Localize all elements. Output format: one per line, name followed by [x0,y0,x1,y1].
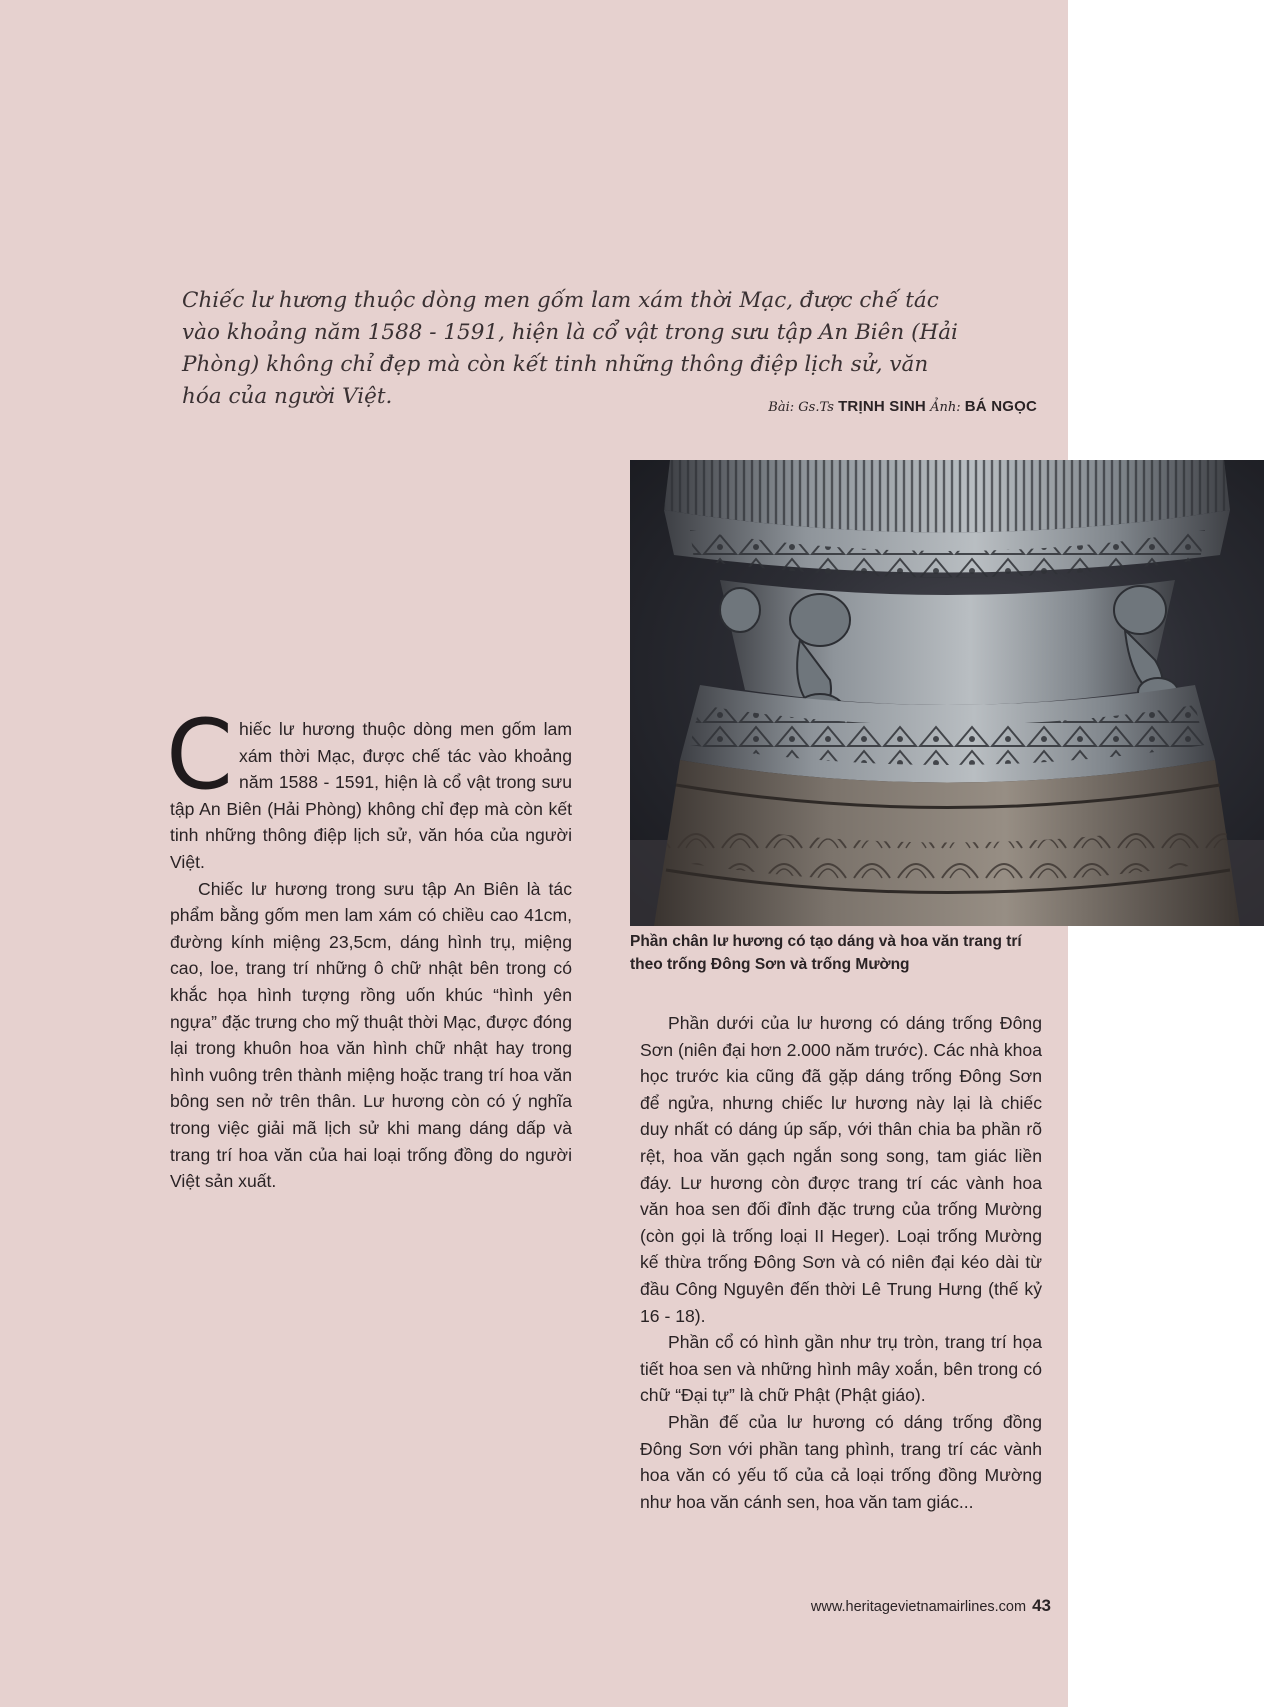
body-paragraph: Chiếc lư hương trong sưu tập An Biên là tác phẩm bằng gốm men lam xám có chiều cao 41cm, đường kính miệng 23,5cm, dáng hình trụ, miệng cao, loe, trang trí những ô chữ nhật bên trong có khắc họa hình tượng rồng uốn khúc “hình yên ngựa” đặc trưng cho mỹ thuật thời Mạc, được đóng lại trong khuôn hoa văn hình chữ nhật hay trong hình vuông trên thành miệng hoặc trang trí hoa văn bông sen nở trên thân. Lư hương còn có ý nghĩa trong việc giải mã lịch sử khi mang dáng dấp và trang trí hoa văn của hai loại trống đồng do người Việt sản xuất. [170,878,572,1192]
body-paragraph-text: hiếc lư hương thuộc dòng men gốm lam xám thời Mạc, được chế tác vào khoảng năm 1588 - 1591, hiện là cổ vật trong sưu tập An Biên (Hải Phòng) không chỉ đẹp mà còn kết tinh những thông điệp lịch sử, văn hóa của người Việt. [170,719,572,872]
body-column-right [640,1010,1042,1515]
body-paragraph [166,699,572,876]
photo-label: Ảnh: [930,400,961,415]
byline [768,398,1037,415]
author-label: Bài: [768,400,795,415]
page-footer [811,1596,1051,1616]
drop-cap: C [166,699,234,811]
incense-burner-illustration [630,460,1264,926]
photo-caption: Phần chân lư hương có tạo dáng và hoa văn trang trí theo trống Đông Sơn và trống Mường [630,933,1022,973]
incense-burner-photo [630,460,1264,926]
author-name: TRỊNH SINH [838,398,926,415]
lead-paragraph: Chiếc lư hương thuộc dòng men gốm lam xám thời Mạc, được chế tác vào khoảng năm 1588 - 1591, hiện là cổ vật trong sưu tập An Biên (Hải Phòng) không chỉ đẹp mà còn kết tinh những thông điệp lịch sử, văn hóa của người Việt. [182,288,958,409]
body-paragraph: Phần dưới của lư hương có dáng trống Đông Sơn (niên đại hơn 2.000 năm trước). Các nhà khoa học trước kia cũng đã gặp dáng trống Đông Sơn để ngửa, nhưng chiếc lư hương này lại là chiếc duy nhất có dáng úp sấp, với thân chia ba phần rõ rệt, hoa văn gạch ngắn song song, tam giác liền đáy. Lư hương còn được trang trí các vành hoa văn hoa sen đối đỉnh đặc trưng của trống Mường (còn gọi là trống loại II Heger). Loại trống Mường kế thừa trống Đông Sơn và có niên đại kéo dài từ đầu Công Nguyên đến thời Lê Trung Hưng (thế kỷ 16 - 18). [640,1013,1042,1326]
photographer-name: BÁ NGỌC [964,398,1037,415]
body-paragraph: Phần đế của lư hương có dáng trống đồng Đông Sơn với phần tang phình, trang trí các vành hoa văn có yếu tố của cả loại trống đồng Mường như hoa văn cánh sen, hoa văn tam giác... [640,1411,1042,1512]
body-column-left [166,699,572,1195]
body-paragraph: Phần cổ có hình gần như trụ tròn, trang trí họa tiết hoa sen và những hình mây xoắn, bên trong có chữ “Đại tự” là chữ Phật (Phật giáo). [640,1332,1042,1406]
page-number: 43 [1032,1596,1051,1615]
website-url: www.heritagevietnamairlines.com [810,1599,1027,1615]
author-title: Gs.Ts [798,400,834,415]
